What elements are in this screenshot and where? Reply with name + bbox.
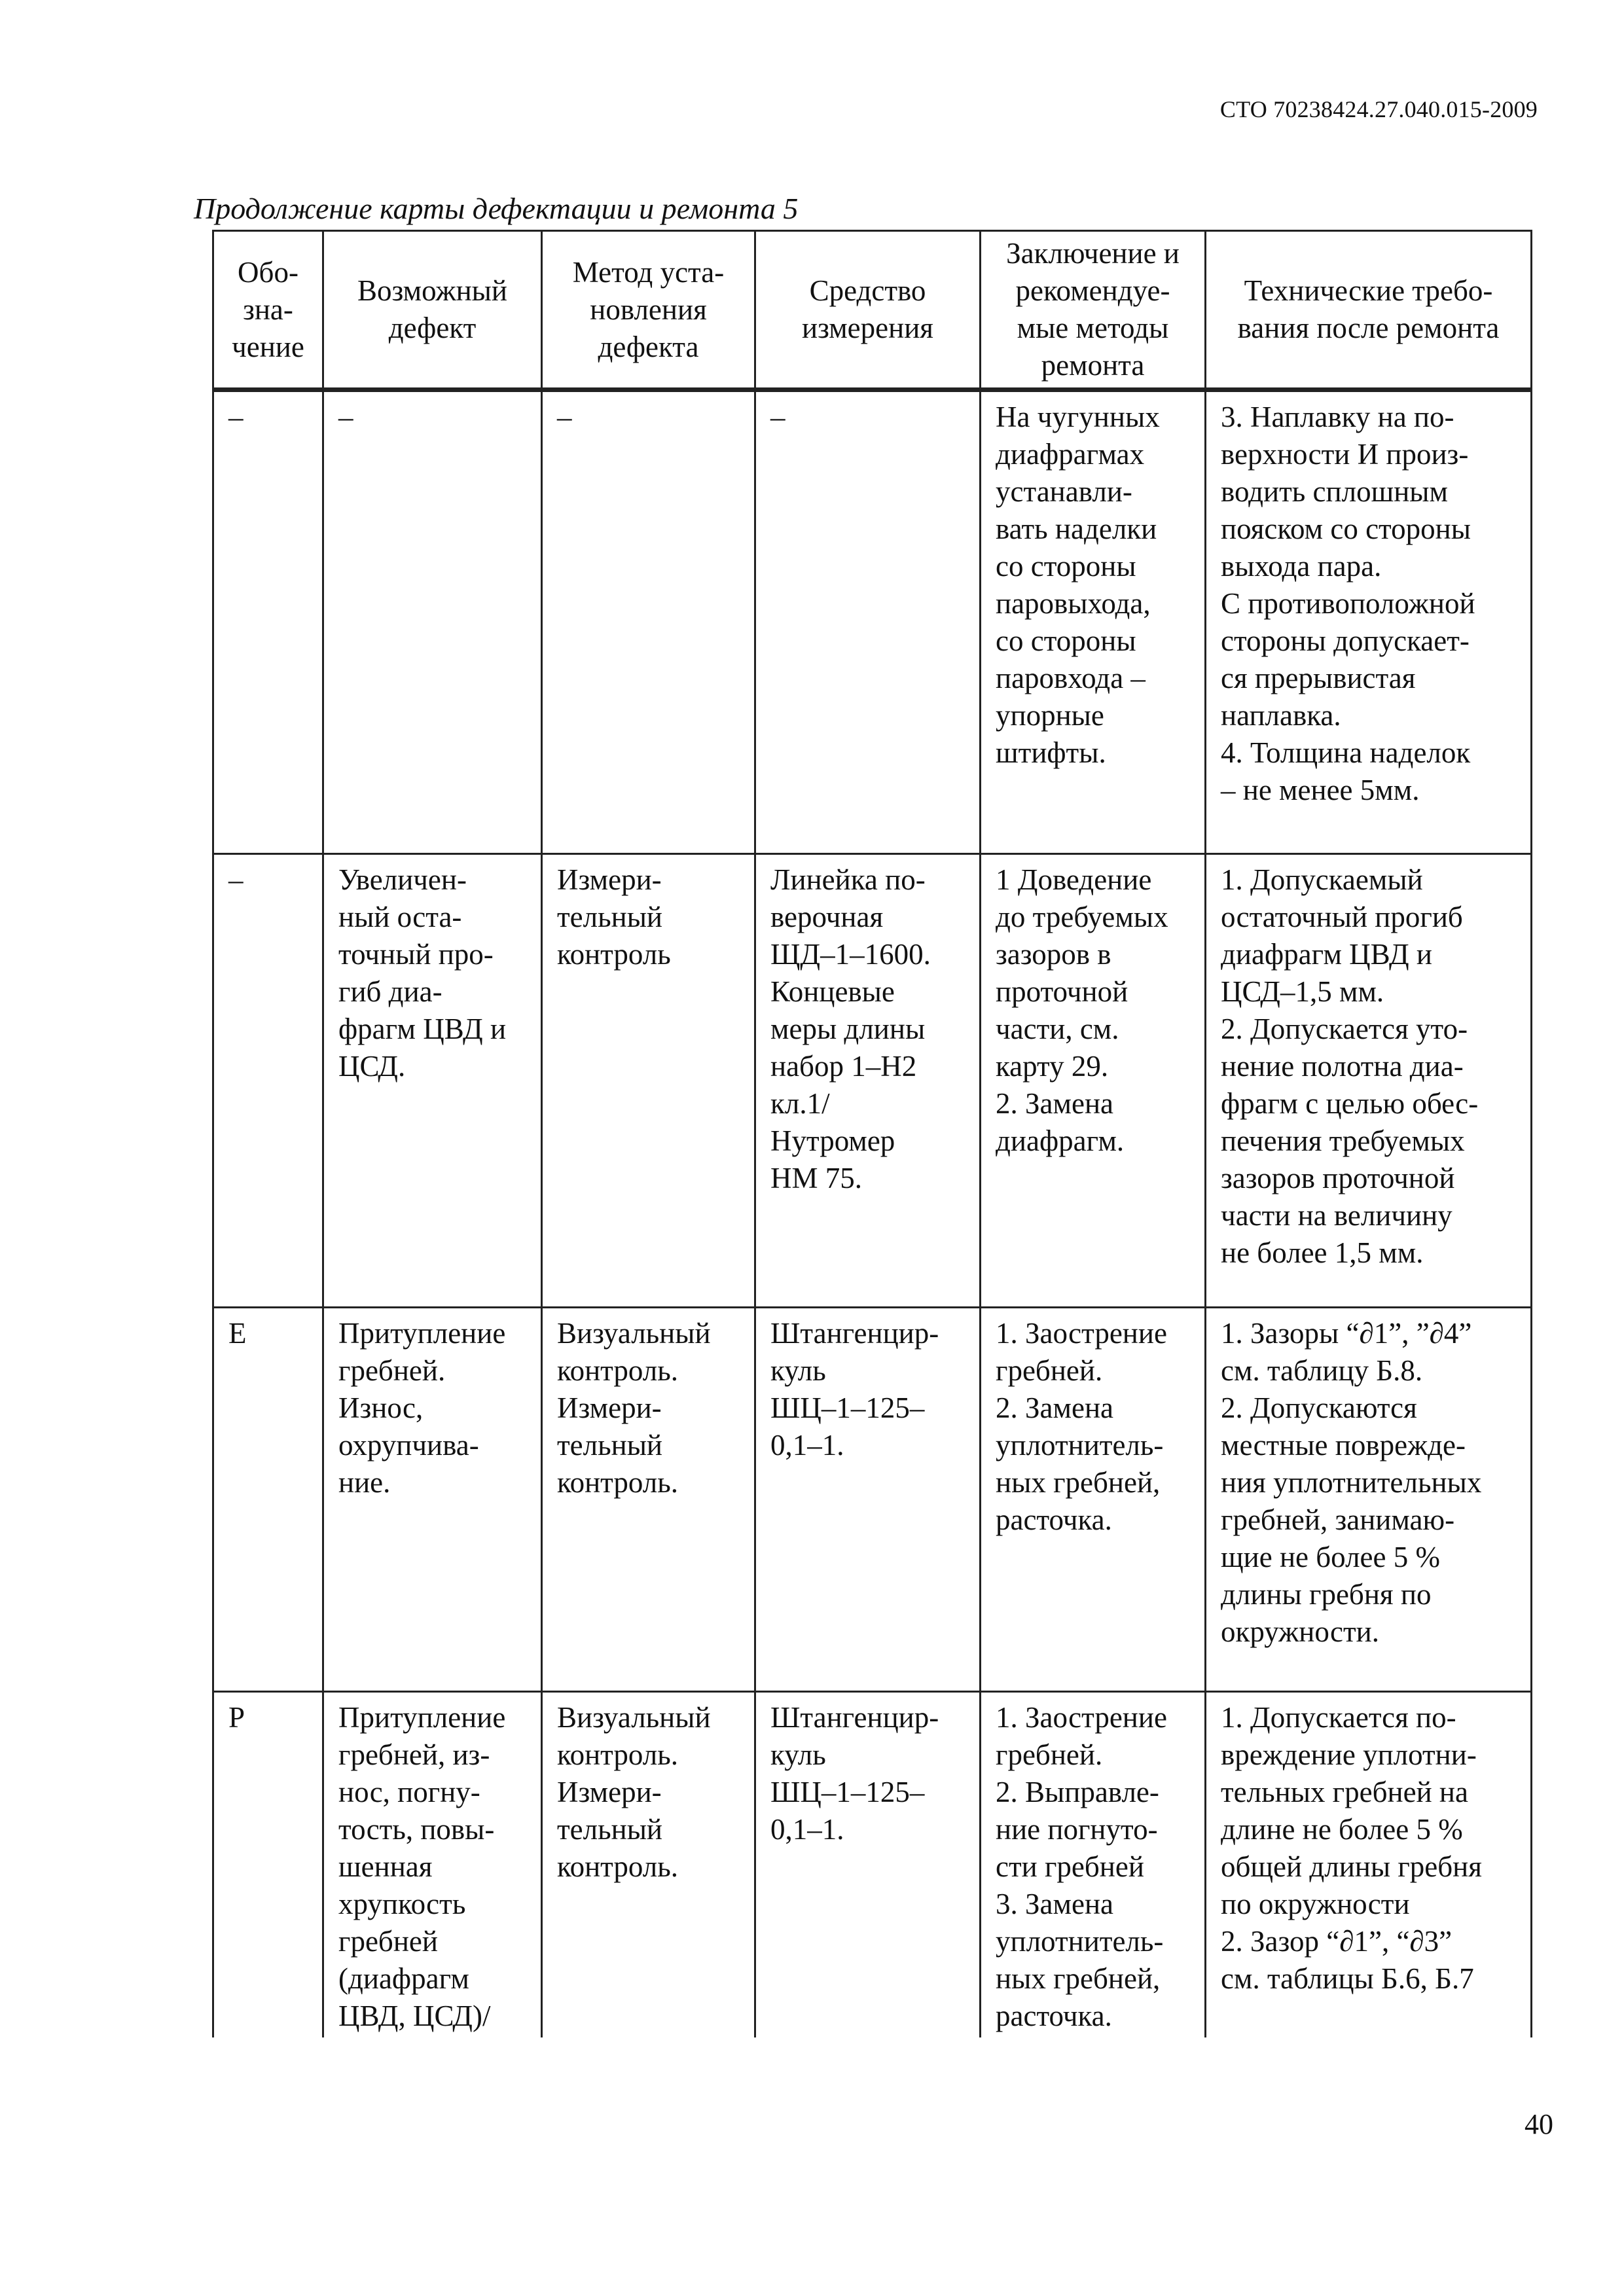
cell-line: выхода пара.	[1221, 550, 1382, 583]
cell-line: до требуемых	[996, 901, 1168, 933]
cell-line: куль	[770, 1354, 826, 1387]
cell-line: НМ 75.	[770, 1162, 863, 1194]
cell-line: ЦСД–1,5 мм.	[1221, 975, 1384, 1008]
cell-line: (диафрагм	[338, 1962, 469, 1995]
cell-line: 1. Заострение	[996, 1317, 1167, 1350]
cell-line: не более 1,5 мм.	[1221, 1236, 1424, 1269]
cell-line: по окружности	[1221, 1888, 1410, 1920]
cell-line: ных гребней,	[996, 1962, 1161, 1995]
column-header-tool: Средство измерения	[755, 231, 981, 390]
cell-line: контроль	[557, 938, 671, 971]
cell-line: ЦВД, ЦСД)/	[338, 2000, 491, 2032]
cell-line: 2. Допускаются	[1221, 1391, 1417, 1424]
cell-line: вреждение уплотни-	[1221, 1738, 1477, 1771]
cell-line: Р	[228, 1701, 245, 1734]
cell-line: Нутромер	[770, 1124, 895, 1157]
cell-line: общей длины гребня	[1221, 1850, 1482, 1883]
cell-line: 2. Замена	[996, 1087, 1114, 1120]
cell-requirements	[1206, 390, 1532, 854]
table-row	[213, 1692, 1532, 2038]
cell-line: гребней.	[338, 1354, 446, 1387]
cell-line: нение полотна диа-	[1221, 1050, 1464, 1083]
cell-line: местные поврежде-	[1221, 1429, 1466, 1462]
cell-line: тость, повы-	[338, 1813, 495, 1846]
cell-defect	[323, 390, 542, 854]
cell-requirements	[1206, 854, 1532, 1308]
cell-line: На чугунных	[996, 401, 1160, 433]
cell-line: гребней.	[996, 1354, 1103, 1387]
cell-conclusion	[981, 1308, 1206, 1692]
cell-line: – не менее 5мм.	[1221, 774, 1420, 806]
cell-line: С противоположной	[1221, 587, 1475, 620]
cell-line: –	[228, 401, 244, 433]
cell-line: тельных гребней на	[1221, 1776, 1468, 1808]
column-header-conclusion: Заключение и рекомендуе- мые методы ремонта	[981, 231, 1206, 390]
table-row	[213, 854, 1532, 1308]
cell-line: части, см.	[996, 1013, 1119, 1045]
table-caption: Продолжение карты дефектации и ремонта 5	[194, 192, 799, 225]
cell-line: со стороны	[996, 550, 1136, 583]
cell-designation	[213, 1308, 323, 1692]
cell-line: наплавка.	[1221, 699, 1341, 732]
cell-line: 2. Зазор “∂1”, “∂3”	[1221, 1925, 1453, 1958]
cell-line: Визуальный	[557, 1701, 711, 1734]
cell-line: паровыхода,	[996, 587, 1151, 620]
cell-defect	[323, 854, 542, 1308]
cell-line: гребней	[338, 1925, 438, 1958]
document-code: СТО 70238424.27.040.015-2009	[1219, 96, 1538, 122]
cell-line: печения требуемых	[1221, 1124, 1465, 1157]
cell-line: 0,1–1.	[770, 1429, 844, 1462]
cell-method	[542, 390, 755, 854]
cell-line: ние погнуто-	[996, 1813, 1158, 1846]
cell-line: контроль.	[557, 1850, 679, 1883]
cell-line: водить сплошным	[1221, 475, 1449, 508]
cell-line: контроль.	[557, 1466, 679, 1499]
cell-line: ЩД–1–1600.	[770, 938, 931, 971]
cell-line: ный оста-	[338, 901, 462, 933]
cell-line: фрагм ЦВД и	[338, 1013, 507, 1045]
table-row	[213, 1308, 1532, 1692]
column-header-requirements: Технические требо- вания после ремонта	[1206, 231, 1532, 390]
cell-line: паровхода –	[996, 662, 1146, 694]
cell-line: тельный	[557, 1813, 663, 1846]
column-header-designation: Обо- зна- чение	[213, 231, 323, 390]
cell-line: части на величину	[1221, 1199, 1453, 1232]
cell-line: Концевые	[770, 975, 895, 1008]
cell-line: окружности.	[1221, 1615, 1379, 1648]
cell-line: верочная	[770, 901, 884, 933]
cell-tool	[755, 1308, 981, 1692]
cell-line: ШЦ–1–125–	[770, 1776, 925, 1808]
cell-line: тельный	[557, 1429, 663, 1462]
cell-line: –	[228, 863, 244, 896]
cell-line: 1. Допускается по-	[1221, 1701, 1456, 1734]
cell-line: Штангенцир-	[770, 1317, 939, 1350]
cell-line: Измери-	[557, 863, 662, 896]
cell-defect	[323, 1308, 542, 1692]
cell-line: 1. Заострение	[996, 1701, 1167, 1734]
cell-line: 0,1–1.	[770, 1813, 844, 1846]
cell-line: зазоров в	[996, 938, 1111, 971]
cell-line: длины гребня по	[1221, 1578, 1432, 1611]
cell-line: Е	[228, 1317, 247, 1350]
cell-line: 2. Выправле-	[996, 1776, 1159, 1808]
cell-line: ШЦ–1–125–	[770, 1391, 925, 1424]
cell-line: диафрагм ЦВД и	[1221, 938, 1432, 971]
table-header-row	[213, 231, 1532, 390]
cell-line: хрупкость	[338, 1888, 466, 1920]
cell-line: 1 Доведение	[996, 863, 1152, 896]
cell-line: Износ,	[338, 1391, 424, 1424]
cell-line: набор 1–Н2	[770, 1050, 917, 1083]
cell-line: охрупчива-	[338, 1429, 479, 1462]
cell-line: Увеличен-	[338, 863, 467, 896]
cell-line: сти гребней	[996, 1850, 1144, 1883]
cell-line: гиб диа-	[338, 975, 442, 1008]
cell-line: шенная	[338, 1850, 433, 1883]
cell-defect	[323, 1692, 542, 2038]
cell-line: остаточный прогиб	[1221, 901, 1463, 933]
cell-line: пояском со стороны	[1221, 512, 1471, 545]
cell-line: Измери-	[557, 1776, 662, 1808]
cell-line: щие не более 5 %	[1221, 1541, 1440, 1573]
cell-line: ние.	[338, 1466, 391, 1499]
cell-line: Визуальный	[557, 1317, 711, 1350]
cell-method	[542, 1308, 755, 1692]
cell-line: устанавли-	[996, 475, 1132, 508]
cell-line: контроль.	[557, 1354, 679, 1387]
cell-line: 4. Толщина наделок	[1221, 736, 1471, 769]
cell-line: фрагм с целью обес-	[1221, 1087, 1479, 1120]
cell-line: гребней, из-	[338, 1738, 490, 1771]
cell-line: –	[557, 401, 572, 433]
cell-requirements	[1206, 1692, 1532, 2038]
cell-line: ния уплотнительных	[1221, 1466, 1482, 1499]
cell-line: Притупление	[338, 1701, 506, 1734]
cell-line: гребней.	[996, 1738, 1103, 1771]
cell-line: ся прерывистая	[1221, 662, 1416, 694]
cell-tool	[755, 854, 981, 1308]
cell-method	[542, 1692, 755, 2038]
cell-tool	[755, 1692, 981, 2038]
column-header-method: Метод уста- новления дефекта	[542, 231, 755, 390]
cell-method	[542, 854, 755, 1308]
cell-line: стороны допускает-	[1221, 624, 1470, 657]
cell-line: нос, погну-	[338, 1776, 480, 1808]
cell-line: см. таблицу Б.8.	[1221, 1354, 1423, 1387]
cell-line: диафрагмах	[996, 438, 1145, 471]
cell-line: см. таблицы Б.6, Б.7	[1221, 1962, 1474, 1995]
cell-line: карту 29.	[996, 1050, 1109, 1083]
cell-line: со стороны	[996, 624, 1136, 657]
cell-line: Штангенцир-	[770, 1701, 939, 1734]
cell-line: 2. Замена	[996, 1391, 1114, 1424]
cell-tool	[755, 390, 981, 854]
cell-designation	[213, 854, 323, 1308]
cell-line: контроль.	[557, 1738, 679, 1771]
cell-line: верхности И произ-	[1221, 438, 1469, 471]
cell-line: упорные	[996, 699, 1104, 732]
cell-designation	[213, 390, 323, 854]
cell-line: расточка.	[996, 2000, 1112, 2032]
cell-line: точный про-	[338, 938, 494, 971]
cell-line: расточка.	[996, 1503, 1112, 1536]
cell-conclusion	[981, 854, 1206, 1308]
cell-line: 3. Наплавку на по-	[1221, 401, 1454, 433]
cell-line: Линейка по-	[770, 863, 926, 896]
cell-line: штифты.	[996, 736, 1106, 769]
cell-line: –	[770, 401, 785, 433]
table-body	[213, 390, 1532, 2038]
cell-line: длине не более 5 %	[1221, 1813, 1463, 1846]
cell-conclusion	[981, 390, 1206, 854]
table-row	[213, 390, 1532, 854]
cell-line: гребней, занимаю-	[1221, 1503, 1455, 1536]
cell-line: 3. Замена	[996, 1888, 1114, 1920]
cell-line: проточной	[996, 975, 1128, 1008]
cell-line: уплотнитель-	[996, 1429, 1164, 1462]
defect-repair-table	[212, 230, 1532, 2037]
cell-line: кл.1/	[770, 1087, 830, 1120]
cell-line: диафрагм.	[996, 1124, 1125, 1157]
cell-line: 2. Допускается уто-	[1221, 1013, 1468, 1045]
cell-designation	[213, 1692, 323, 2038]
cell-line: 1. Зазоры “∂1”, ”∂4”	[1221, 1317, 1472, 1350]
column-header-defect: Возможный дефект	[323, 231, 542, 390]
cell-line: –	[338, 401, 353, 433]
cell-line: Притупление	[338, 1317, 506, 1350]
cell-line: меры длины	[770, 1013, 926, 1045]
cell-line: уплотнитель-	[996, 1925, 1164, 1958]
cell-line: ных гребней,	[996, 1466, 1161, 1499]
cell-conclusion	[981, 1692, 1206, 2038]
page-number: 40	[1525, 2108, 1553, 2140]
cell-line: Измери-	[557, 1391, 662, 1424]
cell-requirements	[1206, 1308, 1532, 1692]
cell-line: куль	[770, 1738, 826, 1771]
cell-line: ЦСД.	[338, 1050, 406, 1083]
cell-line: зазоров проточной	[1221, 1162, 1455, 1194]
cell-line: вать наделки	[996, 512, 1157, 545]
cell-line: тельный	[557, 901, 663, 933]
cell-line: 1. Допускаемый	[1221, 863, 1423, 896]
